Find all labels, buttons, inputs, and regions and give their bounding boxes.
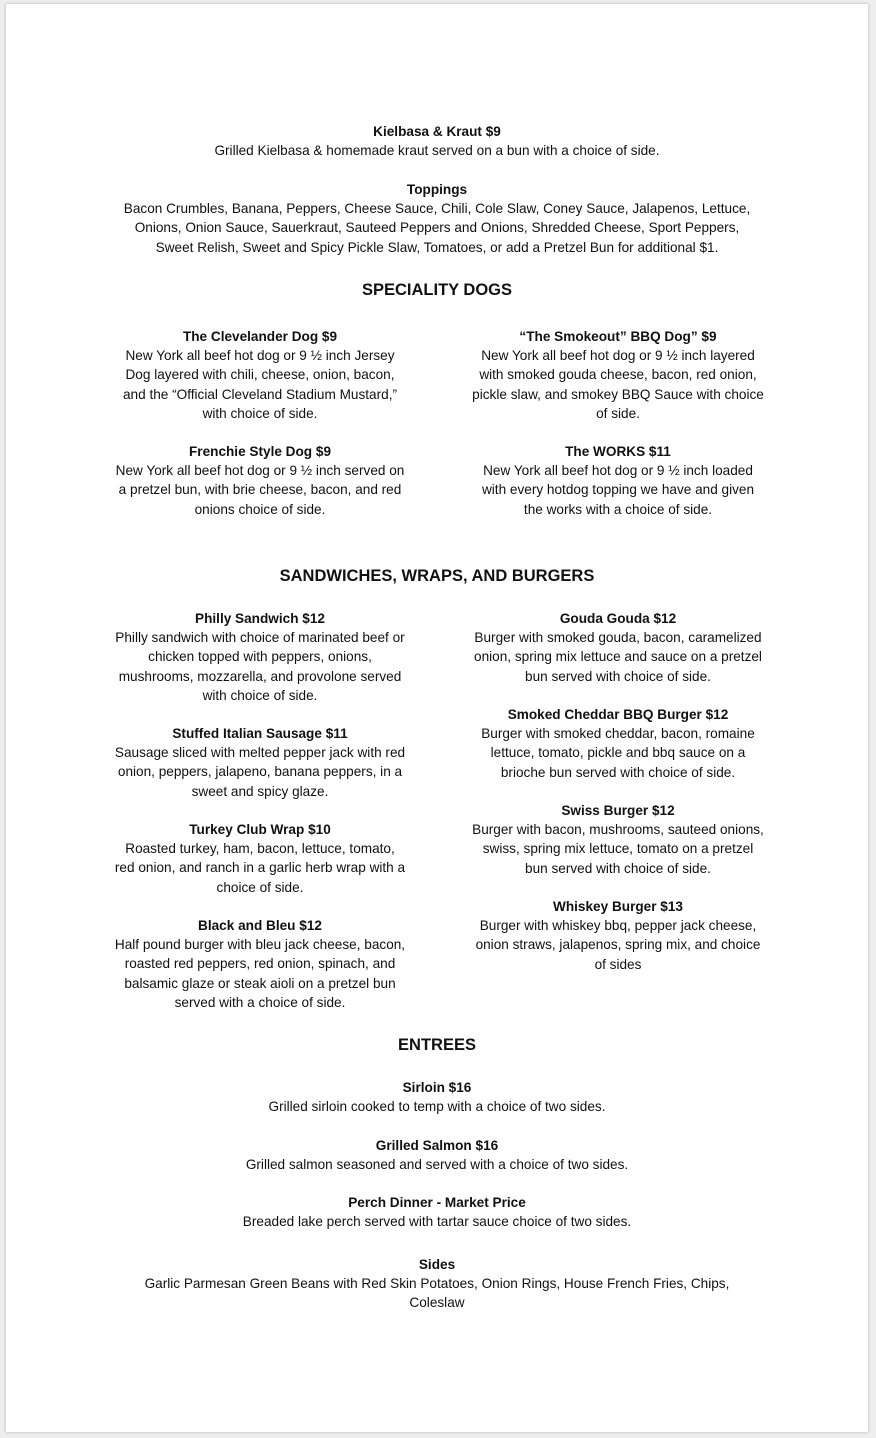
- item-title: Kielbasa & Kraut $9: [373, 124, 501, 139]
- item-description: Roasted turkey, ham, bacon, lettuce, tomato, red onion, and ranch in a garlic herb wrap with a choice of side.: [114, 841, 406, 895]
- item-description: Half pound burger with bleu jack cheese, bacon, roasted red peppers, red onion, spinach, and balsamic glaze or steak aioli on a pretzel bun served with a choice of side.: [114, 937, 406, 1010]
- item-title: The Clevelander Dog $9: [182, 329, 338, 344]
- menu-item-frenchie-style-dog: [100, 442, 420, 519]
- menu-item-sirloin: [6, 1078, 868, 1116]
- menu-item-grilled-salmon: [6, 1136, 868, 1174]
- item-title: Grilled Salmon $16: [375, 1138, 499, 1153]
- sides-section: [6, 1255, 868, 1313]
- item-description: Grilled Kielbasa & homemade kraut served on a bun with a choice of side.: [214, 143, 660, 159]
- item-title: Turkey Club Wrap $10: [189, 822, 331, 837]
- item-description: Sausage sliced with melted pepper jack with red onion, peppers, jalapeno, banana peppers, in a sweet and spicy glaze.: [114, 745, 406, 799]
- menu-page: [6, 4, 868, 1432]
- item-description: New York all beef hot dog or 9 ½ inch layered with smoked gouda cheese, bacon, red onion, pickle slaw, and smokey BBQ Sauce with choice of side.: [472, 348, 764, 421]
- item-title: Smoked Cheddar BBQ Burger $12: [507, 707, 729, 722]
- item-description: Burger with smoked cheddar, bacon, romaine lettuce, tomato, pickle and bbq sauce on a brioche bun served with choice of side.: [481, 726, 755, 780]
- entrees-heading: ENTREES: [398, 1036, 476, 1054]
- menu-item-black-and-bleu: [100, 916, 420, 1012]
- item-title: The WORKS $11: [565, 444, 671, 459]
- item-description: Grilled salmon seasoned and served with a choice of two sides.: [245, 1157, 629, 1173]
- item-description: Breaded lake perch served with tartar sauce choice of two sides.: [242, 1214, 632, 1230]
- item-title: Black and Bleu $12: [198, 918, 322, 933]
- sandwiches-heading: SANDWICHES, WRAPS, AND BURGERS: [279, 567, 595, 585]
- item-description: Burger with smoked gouda, bacon, caramelized onion, spring mix lettuce and sauce on a pretzel bun served with choice of side.: [474, 630, 762, 684]
- menu-item-the-works: [458, 442, 778, 519]
- item-title: Gouda Gouda $12: [559, 611, 677, 626]
- menu-item-whiskey-burger: [458, 897, 778, 974]
- item-title: Whiskey Burger $13: [553, 899, 683, 914]
- sides-list: Garlic Parmesan Green Beans with Red Skin Potatoes, Onion Rings, House French Fries, Chips, Coleslaw: [144, 1276, 730, 1311]
- item-description: Burger with whiskey bbq, pepper jack cheese, onion straws, jalapenos, spring mix, and choice of sides: [475, 918, 761, 972]
- item-title: Perch Dinner - Market Price: [348, 1195, 526, 1210]
- item-title: Swiss Burger $12: [561, 803, 675, 818]
- sides-title: Sides: [418, 1257, 456, 1272]
- speciality-dogs-heading: SPECIALITY DOGS: [361, 281, 513, 299]
- menu-item-smokeout-bbq-dog: [458, 327, 778, 423]
- menu-item-stuffed-italian-sausage: [100, 724, 420, 801]
- menu-item-turkey-club-wrap: [100, 820, 420, 897]
- item-description: Burger with bacon, mushrooms, sauteed onions, swiss, spring mix lettuce, tomato on a pretzel bun served with choice of side.: [472, 822, 764, 876]
- menu-item-kielbasa: [6, 122, 868, 160]
- item-title: Stuffed Italian Sausage $11: [172, 726, 348, 741]
- menu-item-swiss-burger: [458, 801, 778, 878]
- item-description: Philly sandwich with choice of marinated beef or chicken topped with peppers, onions, mushrooms, mozzarella, and provolone served with choice of side.: [115, 630, 405, 703]
- item-title: Sirloin $16: [402, 1080, 472, 1095]
- item-title: Frenchie Style Dog $9: [188, 444, 332, 459]
- item-description: New York all beef hot dog or 9 ½ inch Jersey Dog layered with chili, cheese, onion, bacon, and the “Official Cleveland Stadium Mustard,” with choice of side.: [122, 348, 398, 421]
- toppings-list: Bacon Crumbles, Banana, Peppers, Cheese Sauce, Chili, Cole Slaw, Coney Sauce, Jalapenos, Lettuce, Onions, Onion Sauce, Sauerkraut, Sauteed Peppers and Onions, Shredded Cheese, Sport Peppers, Sweet Relish, Sweet and Spicy Pickle Slaw, Tomatoes, or add a Pretzel Bun for additional $1.: [123, 201, 751, 255]
- item-title: Philly Sandwich $12: [195, 611, 325, 626]
- item-description: New York all beef hot dog or 9 ½ inch served on a pretzel bun, with brie cheese, bacon, and red onions choice of side.: [115, 463, 405, 517]
- menu-item-philly-sandwich: [100, 609, 420, 705]
- item-description: New York all beef hot dog or 9 ½ inch loaded with every hotdog topping we have and given the works with a choice of side.: [481, 463, 755, 517]
- menu-item-smoked-cheddar-bbq-burger: [458, 705, 778, 782]
- item-description: Grilled sirloin cooked to temp with a choice of two sides.: [268, 1099, 606, 1115]
- menu-item-perch-dinner: [6, 1193, 868, 1231]
- menu-item-clevelander-dog: [100, 327, 420, 423]
- item-title: “The Smokeout” BBQ Dog” $9: [519, 329, 717, 344]
- menu-item-gouda-gouda: [458, 609, 778, 686]
- toppings-section: [6, 180, 868, 257]
- toppings-title: Toppings: [406, 182, 468, 197]
